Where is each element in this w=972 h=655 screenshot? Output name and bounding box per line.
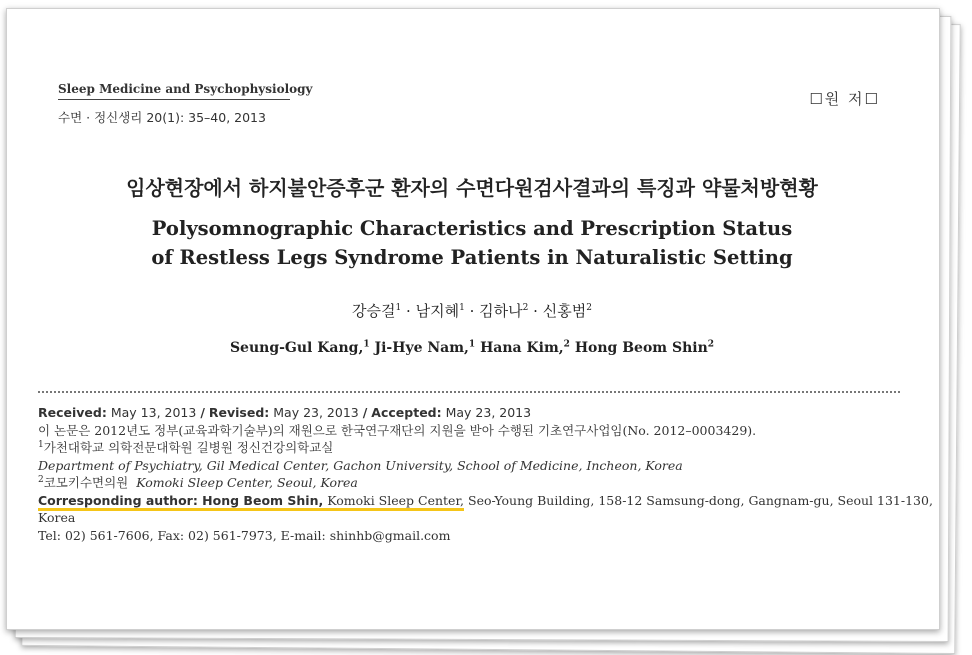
date-separator: /	[362, 405, 368, 420]
author-ko-name: 신홍범	[542, 302, 587, 320]
authors-english	[6, 340, 938, 356]
authors-korean	[6, 300, 938, 321]
author-en-aff: 1	[468, 339, 476, 350]
author-ko-name: 남지혜	[415, 302, 460, 320]
funding-note: 이 논문은 2012년도 정부(교육과학기술부)의 재원으로 한국연구재단의 지원을 받아 수행된 기초연구사업임(No. 2012–0003429).	[38, 422, 757, 438]
revised-label: Revised:	[208, 405, 270, 420]
title-korean: 임상현장에서 하지불안증후군 환자의 수면다원검사결과의 특징과 약물처방현황	[126, 176, 818, 200]
author-separator: ·	[469, 302, 475, 320]
affiliation-2	[38, 474, 918, 492]
author-ko-aff: 1	[459, 303, 465, 313]
author-en-aff: 2	[707, 339, 715, 350]
affiliation-2-korean: 코모키수면의원	[43, 475, 129, 490]
author-en-aff: 1	[363, 339, 370, 350]
journal-name: Sleep Medicine and Psychophysiology	[58, 82, 313, 100]
affiliation-1-korean	[38, 439, 918, 457]
author-ko-aff: 1	[395, 303, 402, 313]
author-ko-aff: 2	[586, 303, 592, 313]
dates-line	[38, 404, 918, 422]
journal-rule	[58, 99, 290, 100]
revised-date: May 23, 2013	[273, 405, 359, 420]
article-type-label: ☐원 저☐	[809, 90, 880, 108]
author-separator: ·	[406, 302, 411, 320]
corresponding-author-label: Corresponding author: Hong Beom Shin,	[38, 492, 324, 508]
paper-first-page	[6, 8, 938, 628]
received-label: Received:	[38, 405, 107, 420]
corresponding-author-highlight	[38, 493, 464, 511]
author-en-aff: 2	[563, 339, 570, 350]
contact-line: Tel: 02) 561-7606, Fax: 02) 561-7973, E-mail: shinhb@gmail.com	[38, 527, 451, 543]
section-divider	[38, 391, 900, 393]
corresponding-author-line	[38, 492, 933, 510]
title-english-line2: of Restless Legs Syndrome Patients in Naturalistic Setting	[151, 246, 793, 269]
author-ko-name: 강승걸	[352, 302, 396, 320]
date-separator: /	[200, 405, 205, 420]
title-english	[6, 214, 938, 272]
journal-citation: 수면 · 정신생리 20(1): 35–40, 2013	[58, 110, 266, 125]
affiliation-1-korean-text: 가천대학교 의학전문대학원 길병원 정신건강의학교실	[43, 440, 334, 455]
affiliation-number: 1	[38, 439, 44, 450]
corresponding-center: Komoki Sleep Center,	[327, 492, 465, 508]
author-separator: ·	[533, 302, 538, 320]
title-english-line1: Polysomnographic Characteristics and Prescription Status	[151, 217, 793, 240]
accepted-date: May 23, 2013	[445, 405, 532, 420]
affiliation-number: 2	[38, 474, 44, 485]
author-en-name: Seung-Gul Kang,	[229, 340, 364, 356]
author-en-name: Hana Kim,	[480, 340, 564, 356]
affiliation-1-english: Department of Psychiatry, Gil Medical Center, Gachon University, School of Medicine, Incheon, Korea	[38, 457, 683, 473]
affiliation-2-english: Komoki Sleep Center, Seoul, Korea	[136, 475, 358, 490]
author-ko-name: 김하나	[479, 302, 523, 320]
article-info-block	[38, 404, 933, 544]
accepted-label: Accepted:	[371, 405, 442, 420]
author-en-name: Ji-Hye Nam,	[374, 340, 469, 356]
author-en-name: Hong Beom Shin	[574, 340, 708, 356]
received-date: May 13, 2013	[110, 405, 197, 420]
corresponding-address: Seo-Young Building, 158-12 Samsung-dong, Gangnam-gu, Seoul 131-130,	[468, 492, 933, 508]
corresponding-address-country: Korea	[38, 510, 76, 525]
author-ko-aff: 2	[522, 303, 529, 313]
